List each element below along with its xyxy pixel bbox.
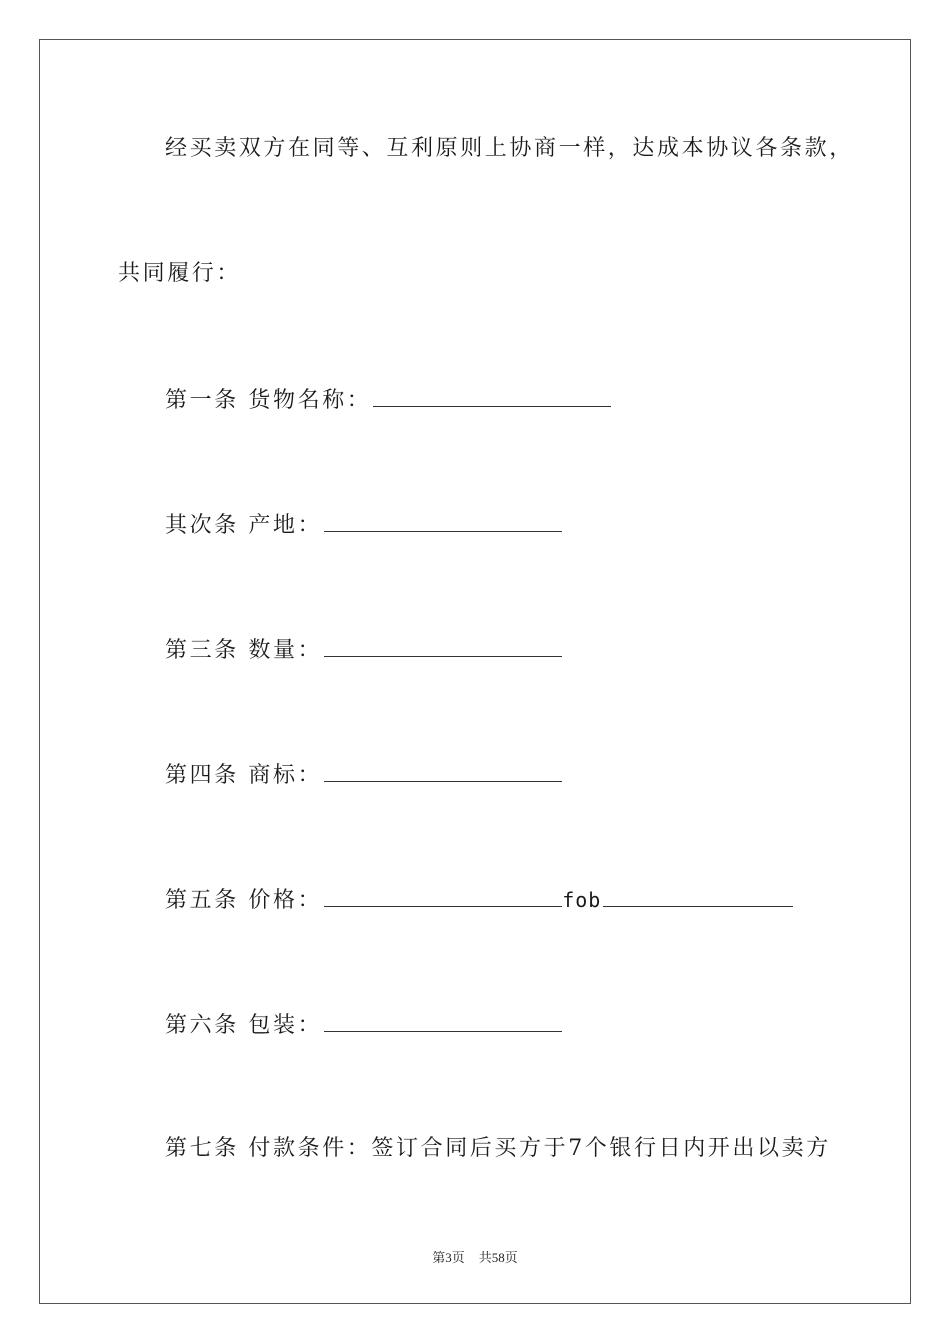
clause-2-blank <box>324 509 562 532</box>
clause-7: 第七条 付款条件：签订合同后买方于7个银行日内开出以卖方 <box>165 1136 831 1161</box>
footer-page-number: 第3页 <box>432 1250 465 1265</box>
intro-line-1: 经买卖双方在同等、互利原则上协商一样，达成本协议各条款， <box>165 136 854 161</box>
clause-2-label: 其次条 产地： <box>165 513 323 538</box>
clause-5-label: 第五条 价格： <box>165 888 323 913</box>
page-footer <box>0 1247 950 1266</box>
clause-4-label: 第四条 商标： <box>165 763 323 788</box>
page-frame <box>39 39 911 1304</box>
footer-total-pages: 共58页 <box>478 1250 518 1265</box>
clause-1 <box>165 384 611 416</box>
clause-3 <box>165 634 562 666</box>
clause-5-blank-2 <box>603 884 793 907</box>
clause-4 <box>165 759 562 791</box>
clause-3-label: 第三条 数量： <box>165 638 323 663</box>
intro-line-2: 共同履行： <box>118 261 242 286</box>
clause-6-label: 第六条 包装： <box>165 1013 323 1038</box>
clause-1-blank <box>373 384 611 407</box>
clause-5-blank-1 <box>324 884 562 907</box>
clause-3-blank <box>324 634 562 657</box>
clause-5-fob: fob <box>562 888 602 912</box>
clause-6-blank <box>324 1009 562 1032</box>
clause-5 <box>165 884 793 916</box>
clause-2 <box>165 509 562 541</box>
clause-4-blank <box>324 759 562 782</box>
clause-6 <box>165 1009 562 1041</box>
clause-1-label: 第一条 货物名称： <box>165 388 372 413</box>
